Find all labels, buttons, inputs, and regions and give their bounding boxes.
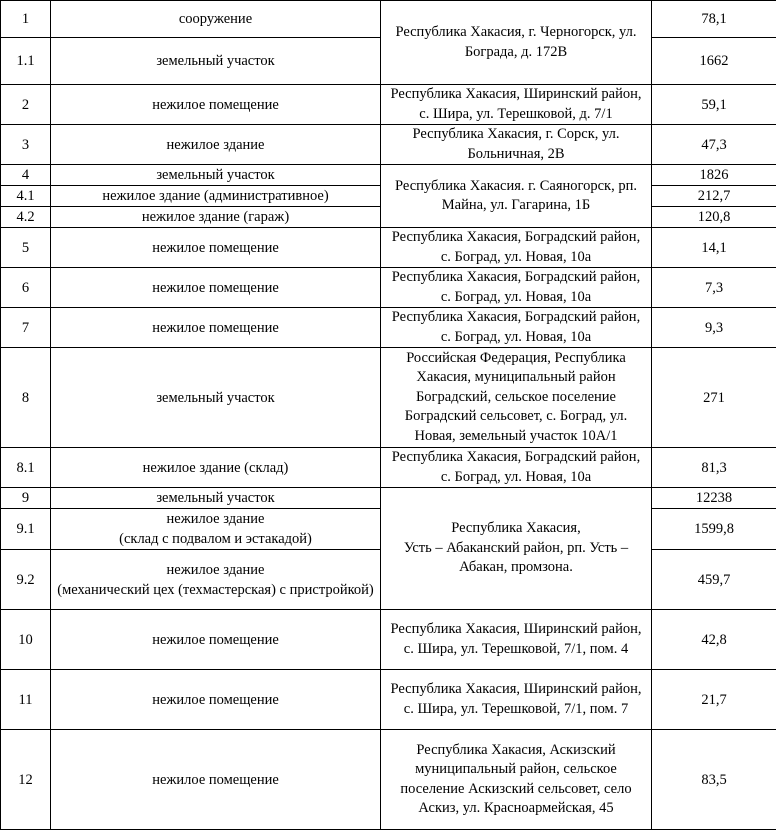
table-row [1, 1, 776, 38]
object-type: земельный участок [51, 165, 381, 186]
row-number: 9.1 [1, 509, 51, 550]
object-type: нежилое здание (гараж) [51, 207, 381, 228]
object-type: нежилое здание (склад с подвалом и эстакадой) [51, 509, 381, 550]
object-type: земельный участок [51, 38, 381, 85]
object-area: 42,8 [652, 610, 776, 670]
table-row [1, 268, 776, 308]
table-row [1, 228, 776, 268]
row-number: 8.1 [1, 448, 51, 488]
object-address: Российская Федерация, Республика Хакасия, муниципальный район Боградский, сельское поселение Боградский сельсовет, с. Боград, ул. Новая, земельный участок 10А/1 [381, 348, 652, 448]
object-address: Республика Хакасия, Ширинский район, с. Шира, ул. Терешковой, д. 7/1 [381, 85, 652, 125]
object-address: Республика Хакасия, г. Черногорск, ул. Бограда, д. 172В [381, 1, 652, 85]
object-area: 1599,8 [652, 509, 776, 550]
object-area: 271 [652, 348, 776, 448]
object-area: 78,1 [652, 1, 776, 38]
table-row [1, 730, 776, 830]
object-address: Республика Хакасия, Боградский район, с. Боград, ул. Новая, 10а [381, 228, 652, 268]
object-type: нежилое помещение [51, 670, 381, 730]
object-type: земельный участок [51, 488, 381, 509]
object-address: Республика Хакасия, Боградский район, с. Боград, ул. Новая, 10а [381, 268, 652, 308]
object-address: Республика Хакасия, Аскизский муниципальный район, сельское поселение Аскизский сельсовет, село Аскиз, ул. Красноармейская, 45 [381, 730, 652, 830]
object-area: 12238 [652, 488, 776, 509]
object-area: 59,1 [652, 85, 776, 125]
property-table-body [1, 1, 776, 830]
row-number: 1.1 [1, 38, 51, 85]
row-number: 9.2 [1, 550, 51, 610]
object-area: 212,7 [652, 186, 776, 207]
row-number: 8 [1, 348, 51, 448]
object-type: нежилое здание (механический цех (техмастерская) с пристройкой) [51, 550, 381, 610]
table-row [1, 85, 776, 125]
table-row [1, 670, 776, 730]
row-number: 11 [1, 670, 51, 730]
row-number: 4 [1, 165, 51, 186]
row-number: 6 [1, 268, 51, 308]
object-type: земельный участок [51, 348, 381, 448]
object-address: Республика Хакасия, Боградский район, с. Боград, ул. Новая, 10а [381, 448, 652, 488]
row-number: 4.2 [1, 207, 51, 228]
object-type: нежилое здание [51, 125, 381, 165]
object-address: Республика Хакасия, Усть – Абаканский район, рп. Усть – Абакан, промзона. [381, 488, 652, 610]
table-row [1, 488, 776, 509]
object-type: сооружение [51, 1, 381, 38]
object-type: нежилое помещение [51, 228, 381, 268]
row-number: 4.1 [1, 186, 51, 207]
object-type: нежилое здание (административное) [51, 186, 381, 207]
table-row [1, 125, 776, 165]
row-number: 2 [1, 85, 51, 125]
table-row [1, 308, 776, 348]
row-number: 9 [1, 488, 51, 509]
row-number: 5 [1, 228, 51, 268]
object-address: Республика Хакасия, Ширинский район, с. Шира, ул. Терешковой, 7/1, пом. 7 [381, 670, 652, 730]
object-address: Республика Хакасия, Боградский район, с. Боград, ул. Новая, 10а [381, 308, 652, 348]
object-address: Республика Хакасия, Ширинский район, с. Шира, ул. Терешковой, 7/1, пом. 4 [381, 610, 652, 670]
table-row [1, 165, 776, 186]
object-area: 83,5 [652, 730, 776, 830]
table-row [1, 610, 776, 670]
table-row [1, 448, 776, 488]
object-area: 120,8 [652, 207, 776, 228]
row-number: 10 [1, 610, 51, 670]
object-type: нежилое помещение [51, 730, 381, 830]
row-number: 3 [1, 125, 51, 165]
object-type: нежилое помещение [51, 610, 381, 670]
table-row [1, 348, 776, 448]
object-type: нежилое помещение [51, 85, 381, 125]
object-type: нежилое помещение [51, 308, 381, 348]
object-area: 21,7 [652, 670, 776, 730]
object-area: 1662 [652, 38, 776, 85]
object-address: Республика Хакасия, г. Сорск, ул. Больничная, 2В [381, 125, 652, 165]
object-area: 7,3 [652, 268, 776, 308]
row-number: 12 [1, 730, 51, 830]
object-area: 47,3 [652, 125, 776, 165]
object-area: 81,3 [652, 448, 776, 488]
object-area: 1826 [652, 165, 776, 186]
object-area: 459,7 [652, 550, 776, 610]
object-area: 14,1 [652, 228, 776, 268]
object-area: 9,3 [652, 308, 776, 348]
object-address: Республика Хакасия. г. Саяногорск, рп. Майна, ул. Гагарина, 1Б [381, 165, 652, 228]
row-number: 7 [1, 308, 51, 348]
object-type: нежилое помещение [51, 268, 381, 308]
row-number: 1 [1, 1, 51, 38]
object-type: нежилое здание (склад) [51, 448, 381, 488]
